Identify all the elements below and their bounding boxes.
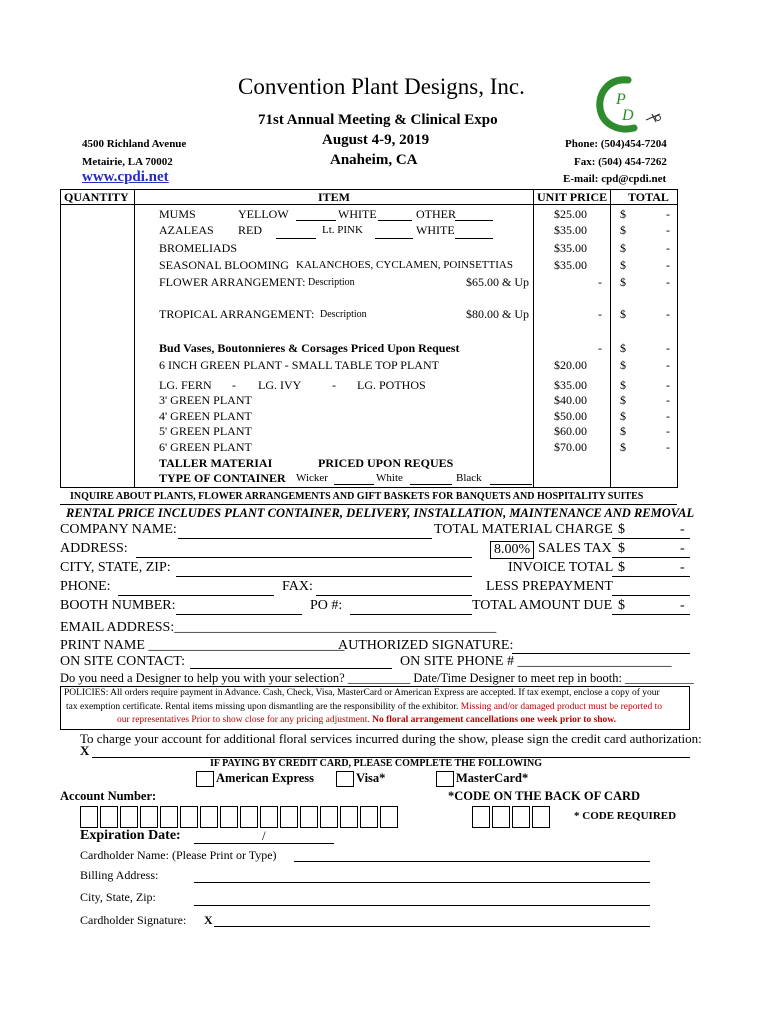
mums-white-field[interactable] bbox=[378, 220, 412, 221]
cardholder-signature-input[interactable] bbox=[214, 926, 650, 927]
prepayment-field[interactable] bbox=[612, 595, 690, 596]
total-value[interactable]: - bbox=[666, 424, 670, 438]
policies-text1: POLICIES: All orders require payment in Advance. Cash, Check, Visa, MasterCard or American Express are accepted. If tax exempt, enclose a copy of your bbox=[64, 688, 660, 698]
code-digit-box[interactable] bbox=[472, 806, 490, 828]
item-lg-fern: LG. FERN bbox=[159, 378, 212, 392]
total-value[interactable]: - bbox=[666, 258, 670, 272]
city-input[interactable] bbox=[176, 576, 472, 577]
total-value[interactable]: - bbox=[666, 440, 670, 454]
item-taller-note: PRICED UPON REQUES bbox=[318, 456, 454, 470]
account-digit-box[interactable] bbox=[160, 806, 178, 828]
policies-line1 bbox=[64, 688, 660, 698]
account-digit-box[interactable] bbox=[280, 806, 298, 828]
print-name-field[interactable]: PRINT NAME ____________________________ bbox=[60, 638, 345, 653]
total-value[interactable]: - bbox=[666, 241, 670, 255]
company-website[interactable]: www.cpdi.net bbox=[82, 169, 169, 185]
item-container-white: White bbox=[376, 472, 403, 484]
total-value[interactable]: - bbox=[666, 393, 670, 407]
item-mums-white: WHITE bbox=[338, 207, 377, 221]
account-digit-box[interactable] bbox=[180, 806, 198, 828]
amex-label: American Express bbox=[216, 771, 315, 785]
svg-text:P: P bbox=[616, 91, 626, 108]
material-value: - bbox=[680, 522, 685, 537]
account-digit-box[interactable] bbox=[200, 806, 218, 828]
item-lg-dash2: - bbox=[332, 378, 336, 392]
item-bud: Bud Vases, Boutonnieres & Corsages Priced Upon Request bbox=[159, 341, 460, 355]
price-azaleas: $35.00 bbox=[554, 223, 587, 237]
label-po: PO #: bbox=[310, 598, 343, 613]
account-digit-box[interactable] bbox=[300, 806, 318, 828]
label-booth: BOOTH NUMBER: bbox=[60, 598, 176, 613]
billing-address-label: Billing Address: bbox=[80, 868, 159, 882]
charge-x: X bbox=[80, 743, 90, 758]
total-dollar: $ bbox=[620, 358, 626, 372]
security-code-boxes[interactable] bbox=[472, 806, 552, 833]
price-six-inch: $20.00 bbox=[554, 358, 587, 372]
account-digit-box[interactable] bbox=[120, 806, 138, 828]
item-azaleas: AZALEAS bbox=[159, 223, 214, 237]
item-lg-dash1: - bbox=[232, 378, 236, 392]
col-item: ITEM bbox=[318, 190, 351, 204]
total-dollar: $ bbox=[620, 378, 626, 392]
company-email: E-mail: cpd@cpdi.net bbox=[563, 173, 667, 185]
total-value[interactable]: - bbox=[666, 409, 670, 423]
item-azaleas-pink: Lt. PINK bbox=[322, 224, 363, 236]
account-digit-box[interactable] bbox=[340, 806, 358, 828]
po-input[interactable] bbox=[350, 614, 472, 615]
total-value[interactable]: - bbox=[666, 341, 670, 355]
company-name-input[interactable] bbox=[178, 538, 432, 539]
price-flower: - bbox=[598, 275, 602, 289]
designer-question[interactable]: Do you need a Designer to help you with your selection? __________ Date/Time Designer to meet rep in booth: ___________ bbox=[60, 671, 694, 685]
total-value[interactable]: - bbox=[666, 358, 670, 372]
account-digit-box[interactable] bbox=[80, 806, 98, 828]
cardholder-signature-x: X bbox=[204, 913, 213, 927]
charge-text: To charge your account for additional floral services incurred during the show, please sign the credit card authorization: bbox=[80, 731, 702, 746]
total-dollar: $ bbox=[620, 341, 626, 355]
total-dollar: $ bbox=[620, 207, 626, 221]
address-input[interactable] bbox=[136, 557, 472, 558]
item-mums-other: OTHER bbox=[416, 207, 456, 221]
price-bud: - bbox=[598, 341, 602, 355]
item-flower: FLOWER ARRANGEMENT: bbox=[159, 275, 306, 289]
price-g5: $60.00 bbox=[554, 424, 587, 438]
card-city-input[interactable] bbox=[194, 905, 650, 906]
price-g3: $40.00 bbox=[554, 393, 587, 407]
inquire-note: INQUIRE ABOUT PLANTS, FLOWER ARRANGEMENTS AND GIFT BASKETS FOR BANQUETS AND HOSPITALITY SUITES bbox=[70, 491, 644, 502]
visa-label: Visa* bbox=[356, 771, 386, 785]
label-onsite-contact: ON SITE CONTACT: bbox=[60, 654, 185, 669]
item-bromeliads: BROMELIADS bbox=[159, 241, 238, 255]
billing-address-input[interactable] bbox=[194, 882, 650, 883]
total-dollar: $ bbox=[620, 241, 626, 255]
policies-line3 bbox=[117, 715, 616, 725]
visa-checkbox[interactable] bbox=[336, 771, 354, 787]
col-total: TOTAL bbox=[628, 190, 669, 204]
label-address: ADDRESS: bbox=[60, 541, 128, 556]
mums-other-field[interactable] bbox=[455, 220, 493, 221]
label-amount-due: TOTAL AMOUNT DUE bbox=[472, 598, 613, 613]
item-lg-ivy: LG. IVY bbox=[258, 378, 302, 392]
policies-text2b: Missing and/or damaged product must be reported to bbox=[460, 702, 663, 712]
email-address-field[interactable]: EMAIL ADDRESS:______________________________________________ bbox=[60, 620, 497, 635]
label-fax: FAX: bbox=[282, 579, 313, 594]
invoice-dollar: $ bbox=[618, 560, 625, 575]
item-g3: 3' GREEN PLANT bbox=[159, 393, 252, 407]
mums-yellow-field[interactable] bbox=[296, 220, 336, 221]
label-sales-tax: SALES TAX bbox=[538, 541, 612, 556]
item-g5: 5' GREEN PLANT bbox=[159, 424, 252, 438]
invoice-total-field[interactable] bbox=[612, 576, 690, 577]
account-digit-box[interactable] bbox=[380, 806, 398, 828]
event-title: 71st Annual Meeting & Clinical Expo bbox=[258, 112, 498, 128]
price-mums: $25.00 bbox=[554, 207, 587, 221]
expiration-slash: / bbox=[262, 828, 266, 843]
item-seasonal: SEASONAL BLOOMING bbox=[159, 258, 289, 272]
invoice-value: - bbox=[680, 560, 685, 575]
item-lg-pothos: LG. POTHOS bbox=[357, 378, 426, 392]
onsite-contact-input[interactable] bbox=[190, 668, 392, 669]
item-container: TYPE OF CONTAINER bbox=[159, 471, 286, 485]
cardholder-name-label: Cardholder Name: (Please Print or Type) bbox=[80, 848, 277, 862]
material-dollar: $ bbox=[618, 522, 625, 537]
amount-due-field[interactable] bbox=[612, 614, 690, 615]
item-flower-desc: Description bbox=[308, 277, 355, 288]
total-value[interactable]: - bbox=[666, 275, 670, 289]
code-required-label: * CODE REQUIRED bbox=[574, 810, 677, 822]
item-azaleas-red: RED bbox=[238, 223, 262, 237]
label-phone: PHONE: bbox=[60, 579, 111, 594]
company-phone: Phone: (504)454-7204 bbox=[565, 138, 667, 150]
azaleas-white-field[interactable] bbox=[455, 238, 493, 239]
code-digit-box[interactable] bbox=[492, 806, 510, 828]
amount-due-dollar: $ bbox=[618, 598, 625, 613]
item-tropical: TROPICAL ARRANGEMENT: bbox=[159, 307, 315, 321]
event-location: Anaheim, CA bbox=[330, 152, 418, 168]
col-quantity: QUANTITY bbox=[64, 190, 129, 204]
item-mums: MUMS bbox=[159, 207, 196, 221]
policies-text3a: our representatives Prior to show close for any pricing adjustment. bbox=[117, 715, 370, 725]
onsite-phone-field[interactable]: ON SITE PHONE # ______________________ bbox=[400, 654, 672, 669]
item-azaleas-white: WHITE bbox=[416, 223, 455, 237]
company-logo bbox=[594, 74, 670, 136]
company-fax: Fax: (504) 454-7262 bbox=[574, 156, 667, 168]
sales-tax-dollar: $ bbox=[618, 541, 625, 556]
price-tropical: - bbox=[598, 307, 602, 321]
total-dollar: $ bbox=[620, 424, 626, 438]
item-container-black: Black bbox=[456, 472, 482, 484]
total-value[interactable]: - bbox=[666, 207, 670, 221]
city-state-zip-label: City, State, Zip: bbox=[80, 890, 156, 904]
col-unit-price: UNIT PRICE bbox=[537, 190, 608, 204]
policies-text3b: No floral arrangement cancellations one week prior to show. bbox=[372, 715, 617, 725]
price-bromeliads: $35.00 bbox=[554, 241, 587, 255]
fax-input[interactable] bbox=[316, 595, 472, 596]
item-seasonal-detail: KALANCHOES, CYCLAMEN, POINSETTIAS bbox=[296, 259, 513, 271]
item-taller: TALLER MATERIAI bbox=[159, 456, 273, 470]
company-name: Convention Plant Designs, Inc. bbox=[238, 74, 525, 99]
container-black-field[interactable] bbox=[490, 484, 532, 485]
label-less-prepayment: LESS PREPAYMENT bbox=[486, 579, 613, 594]
item-container-wicker: Wicker bbox=[296, 472, 328, 484]
total-dollar: $ bbox=[620, 258, 626, 272]
expiration-label: Expiration Date: bbox=[80, 828, 181, 843]
account-digit-box[interactable] bbox=[100, 806, 118, 828]
total-dollar: $ bbox=[620, 275, 626, 289]
price-seasonal: $35.00 bbox=[554, 258, 587, 272]
account-digit-box[interactable] bbox=[240, 806, 258, 828]
container-white-field[interactable] bbox=[410, 484, 452, 485]
item-g4: 4' GREEN PLANT bbox=[159, 409, 252, 423]
material-charge-field[interactable] bbox=[612, 538, 690, 539]
label-auth-signature: AUTHORIZED SIGNATURE: bbox=[338, 638, 514, 653]
code-digit-box[interactable] bbox=[532, 806, 550, 828]
account-digit-box[interactable] bbox=[360, 806, 378, 828]
mastercard-checkbox[interactable] bbox=[436, 771, 454, 787]
item-g6: 6' GREEN PLANT bbox=[159, 440, 252, 454]
if-paying-note: IF PAYING BY CREDIT CARD, PLEASE COMPLETE THE FOLLOWING bbox=[210, 758, 542, 769]
label-material: TOTAL MATERIAL CHARGE bbox=[434, 522, 613, 537]
booth-input[interactable] bbox=[176, 614, 302, 615]
account-digit-box[interactable] bbox=[140, 806, 158, 828]
total-dollar: $ bbox=[620, 307, 626, 321]
account-number-label: Account Number: bbox=[60, 789, 157, 803]
account-digit-box[interactable] bbox=[260, 806, 278, 828]
total-dollar: $ bbox=[620, 440, 626, 454]
cardholder-name-input[interactable] bbox=[294, 861, 650, 862]
item-flower-from: $65.00 & Up bbox=[466, 275, 529, 289]
account-digit-box[interactable] bbox=[220, 806, 238, 828]
cardholder-signature-label: Cardholder Signature: bbox=[80, 913, 187, 927]
total-dollar: $ bbox=[620, 223, 626, 237]
price-g6: $70.00 bbox=[554, 440, 587, 454]
label-city: CITY, STATE, ZIP: bbox=[60, 560, 171, 575]
sales-tax-value: - bbox=[680, 541, 685, 556]
total-dollar: $ bbox=[620, 393, 626, 407]
total-value[interactable]: - bbox=[666, 307, 670, 321]
price-g4: $50.00 bbox=[554, 409, 587, 423]
label-company-name: COMPANY NAME: bbox=[60, 522, 177, 537]
item-mums-yellow: YELLOW bbox=[238, 207, 289, 221]
sales-tax-field[interactable] bbox=[612, 557, 690, 558]
company-address2: Metairie, LA 70002 bbox=[82, 156, 173, 168]
total-value[interactable]: - bbox=[666, 378, 670, 392]
price-lg: $35.00 bbox=[554, 378, 587, 392]
account-digit-box[interactable] bbox=[320, 806, 338, 828]
azaleas-pink-field[interactable] bbox=[375, 238, 413, 239]
amount-due-value: - bbox=[680, 598, 685, 613]
mastercard-label: MasterCard* bbox=[456, 771, 529, 785]
code-digit-box[interactable] bbox=[512, 806, 530, 828]
rental-note: RENTAL PRICE INCLUDES PLANT CONTAINER, DELIVERY, INSTALLATION, MAINTENANCE AND REMOVAL bbox=[66, 506, 695, 520]
code-back-label: *CODE ON THE BACK OF CARD bbox=[448, 789, 641, 803]
item-tropical-from: $80.00 & Up bbox=[466, 307, 529, 321]
azaleas-red-field[interactable] bbox=[276, 238, 316, 239]
item-six-inch: 6 INCH GREEN PLANT - SMALL TABLE TOP PLANT bbox=[159, 358, 439, 372]
item-tropical-desc: Description bbox=[320, 309, 367, 320]
event-dates: August 4-9, 2019 bbox=[322, 132, 430, 148]
container-wicker-field[interactable] bbox=[334, 484, 374, 485]
label-invoice-total: INVOICE TOTAL bbox=[508, 560, 614, 575]
policies-text2a: tax exemption certificate. Rental items missing upon dismantling are the responsibility of the exhibitor. bbox=[66, 702, 459, 712]
total-dollar: $ bbox=[620, 409, 626, 423]
tax-rate[interactable]: 8.00% bbox=[490, 541, 534, 559]
company-address1: 4500 Richland Avenue bbox=[82, 138, 187, 150]
svg-text:D: D bbox=[622, 107, 634, 124]
total-value[interactable]: - bbox=[666, 223, 670, 237]
policies-line2 bbox=[66, 702, 662, 712]
phone-input[interactable] bbox=[118, 595, 274, 596]
amex-checkbox[interactable] bbox=[196, 771, 214, 787]
